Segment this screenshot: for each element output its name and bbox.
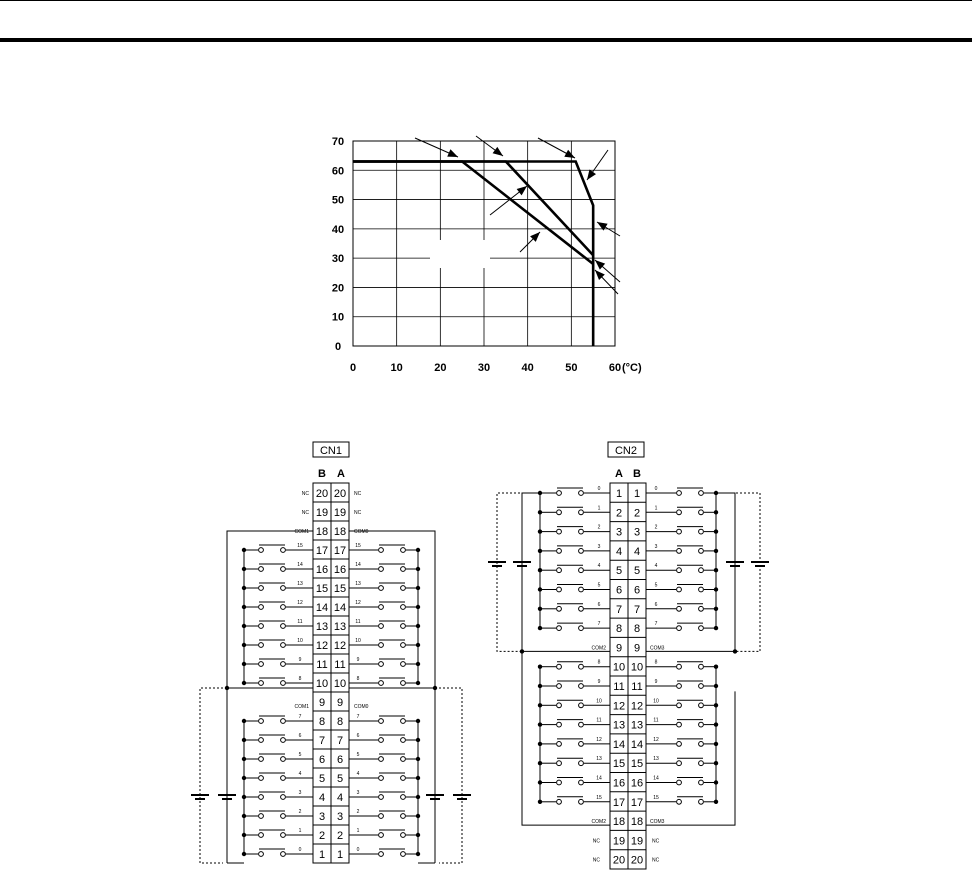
cn2-left-switch-contact-b [579, 606, 584, 611]
x-tick-label: 0 [349, 362, 357, 374]
cn2-pin-a: 6 [615, 584, 623, 597]
cn2-left-signal: 15 [596, 794, 602, 801]
cn2-right-signal: 6 [654, 601, 658, 608]
cn2-label: CN2 [614, 445, 638, 457]
cn1-pin-b: 16 [315, 564, 329, 576]
cn2-left-switch-contact-a [557, 510, 562, 515]
cn2-left-switch-contact-b [579, 549, 584, 554]
cn2-pin-a: 1 [615, 488, 623, 500]
cn2-pin-b: 4 [633, 545, 641, 558]
cn2-right-signal: 14 [653, 775, 659, 782]
cn2-pin-b: 15 [630, 758, 644, 771]
cn1-pin-a: 18 [333, 526, 347, 538]
cn2-pin-a: 12 [612, 700, 626, 713]
cn1-left-signal: 2 [298, 809, 302, 815]
cn2-left-switch-contact-b [579, 722, 584, 727]
cn1-pin-b: 19 [315, 507, 329, 519]
cn2-left-signal: 6 [597, 601, 601, 608]
cn2-left-signal: COM2 [591, 645, 606, 652]
cn2-left-switch-contact-b [579, 684, 584, 689]
cn1-pin-b: 13 [315, 621, 329, 633]
cn2-right-switch-contact-a [677, 799, 682, 804]
cn2-pin-b: 8 [633, 623, 641, 636]
cn2-left-switch-contact-a [557, 491, 562, 496]
cn2-right-switch-contact-a [677, 587, 682, 592]
cn1-pin-a: 2 [336, 830, 344, 842]
cn1-right-signal: COM0 [354, 529, 369, 535]
cn1-pin-a: 7 [336, 735, 344, 747]
cn2-right-signal: COM3 [650, 819, 665, 826]
cn2-left-signal: 4 [597, 563, 601, 570]
cn1-pin-b: 12 [315, 640, 329, 652]
cn2-right-switch-contact-b [699, 549, 704, 554]
cn2-right-switch-contact-b [699, 568, 704, 573]
cn2-right-switch-contact-b [699, 722, 704, 727]
cn2-right-signal: 11 [653, 717, 659, 724]
cn2-pin-a: 2 [615, 507, 623, 520]
cn1-pin-a: 3 [336, 811, 344, 823]
y-tick-label: 40 [331, 223, 345, 236]
cn1-left-signal: 8 [298, 676, 302, 682]
cn1-pin-a: 1 [336, 849, 344, 861]
cn2-left-switch-contact-b [579, 703, 584, 708]
cn1-pin-a: 20 [333, 488, 347, 500]
cn1-pin-b: 7 [318, 735, 326, 747]
cn1-left-signal: 10 [297, 638, 303, 644]
cn1-pin-a: 11 [334, 659, 346, 671]
cn2-left-signal: NC [592, 838, 600, 845]
cn2-right-switch-contact-a [677, 761, 682, 766]
cn2-pin-b: 9 [633, 642, 641, 655]
cn1-left-signal: 3 [298, 790, 302, 796]
cn2-right-switch-contact-b [699, 587, 704, 592]
cn1-pin-b: 1 [318, 849, 326, 861]
cn2-left-switch-contact-b [579, 780, 584, 785]
cn1-right-signal: 4 [356, 771, 360, 777]
cn2-right-signal: 15 [653, 794, 659, 801]
cn2-col-b: B [633, 468, 641, 480]
cn2-pin-a: 9 [615, 642, 623, 655]
cn1-right-signal: 10 [355, 638, 361, 644]
cn2-pin-a: 7 [615, 603, 623, 616]
cn2-right-signal: 9 [654, 679, 658, 685]
cn2-pin-a: 19 [612, 835, 626, 848]
cn2-right-signal: 1 [654, 505, 658, 512]
cn2-dashed-loop [716, 493, 760, 651]
cn2-left-switch-contact-a [557, 568, 562, 573]
cn2-right-switch-contact-a [677, 510, 682, 515]
cn2-left-signal: 2 [597, 524, 601, 531]
x-tick-label: 40 [521, 362, 534, 374]
cn1-left-signal: 0 [298, 847, 302, 853]
cn1-left-signal: 9 [298, 657, 302, 663]
cn2-left-switch-contact-a [557, 742, 562, 747]
cn2-right-signal: COM3 [650, 645, 665, 652]
cn1-right-signal: 15 [355, 543, 361, 549]
cn1-left-signal: NC [301, 491, 309, 497]
cn1-left-signal: 15 [297, 543, 303, 549]
cn2-col-a: A [615, 468, 623, 480]
cn2-left-switch-contact-b [579, 626, 584, 631]
cn2-right-switch-contact-b [699, 626, 704, 631]
cn1-right-signal: 6 [356, 733, 360, 739]
cn2-right-switch-contact-b [699, 491, 704, 496]
y-tick-label: 0 [334, 341, 342, 353]
cn2-pin-b: 5 [633, 565, 641, 578]
x-tick-label: 50 [565, 362, 578, 374]
cn2-right-signal: 13 [653, 756, 659, 763]
cn2-left-switch-contact-b [579, 799, 584, 804]
cn1-right-signal: 5 [356, 752, 360, 758]
cn2-right-signal: 5 [654, 582, 658, 589]
cn2-left-switch-contact-b [579, 510, 584, 515]
cn1-right-signal: 11 [355, 619, 361, 625]
cn2-right-switch-contact-a [677, 606, 682, 611]
cn1-pin-b: 6 [318, 754, 326, 766]
cn2-right-signal: 12 [653, 736, 659, 743]
cn2-right-switch-contact-a [677, 549, 682, 554]
cn2-left-signal: 1 [597, 505, 601, 512]
cn1-pin-a: 5 [336, 773, 344, 785]
cn1-right-signal: 9 [356, 657, 360, 663]
cn2-left-signal: 12 [596, 736, 602, 743]
cn2-pin-b: 6 [633, 584, 641, 597]
cn2-right-switch-contact-a [677, 626, 682, 631]
cn1-pin-b: 11 [316, 659, 328, 671]
x-tick-label: 60 [608, 362, 622, 374]
cn2-left-switch-contact-b [579, 568, 584, 573]
cn2-right-switch-contact-a [677, 703, 682, 708]
cn2-pin-a: 3 [615, 526, 623, 539]
cn1-right-signal: COM0 [354, 704, 369, 710]
cn1-left-signal: 6 [298, 733, 302, 739]
cn2-left-switch-contact-b [579, 587, 584, 592]
cn1-pin-a: 12 [333, 640, 347, 652]
cn2-pin-a: 8 [615, 623, 623, 636]
cn2-right-switch-contact-a [677, 684, 682, 689]
cn2-supply-wire [716, 493, 735, 651]
cn2-right-signal: 10 [653, 698, 659, 705]
x-tick-label: 30 [477, 362, 491, 374]
y-tick-label: 50 [331, 194, 345, 207]
cn1-right-signal: 8 [356, 676, 360, 682]
cn1-right-signal: 2 [356, 809, 360, 815]
cn2-pin-b: 17 [630, 796, 644, 809]
cn1-pin-b: 3 [318, 811, 326, 823]
cn2-right-switch-contact-a [677, 722, 682, 727]
y-tick-label: 70 [331, 136, 345, 148]
cn2-left-signal: 5 [597, 582, 601, 589]
cn2-left-switch-contact-a [557, 703, 562, 708]
cn1-right-signal: 14 [355, 562, 361, 568]
cn2-left-switch-contact-b [579, 742, 584, 747]
y-tick-label: 60 [331, 165, 345, 178]
cn1-right-signal: 7 [356, 714, 360, 720]
cn2-pin-b: 10 [630, 661, 644, 674]
cn2-left-switch-contact-b [579, 529, 584, 534]
x-tick-label: 20 [434, 362, 447, 374]
cn2-right-switch-contact-a [677, 491, 682, 496]
cn1-pin-a: 14 [333, 602, 347, 614]
cn1-pin-b: 4 [318, 792, 326, 804]
cn2-pin-a: 4 [615, 545, 623, 558]
cn2-left-switch-contact-b [579, 761, 584, 766]
cn2-left-signal: 3 [597, 543, 601, 550]
cn1-left-signal: 13 [297, 581, 303, 587]
cn2-pin-a: 5 [615, 565, 623, 578]
cn1-pin-b: 18 [315, 526, 329, 538]
cn2-right-signal: 2 [654, 524, 658, 531]
cn2-left-signal: 8 [597, 659, 601, 666]
cn1-pin-b: 8 [318, 716, 326, 728]
cn1-pin-a: 6 [336, 754, 344, 766]
cn2-left-switch-contact-b [579, 491, 584, 496]
cn1-col-a: A [337, 468, 345, 480]
cn1-left-signal: 4 [298, 771, 302, 777]
x-tick-label: 10 [390, 362, 403, 374]
cn2-left-signal: COM2 [591, 819, 606, 826]
cn2-pin-b: 20 [630, 854, 644, 867]
cn1-pin-b: 17 [315, 545, 329, 557]
y-tick-label: 20 [331, 282, 345, 295]
cn2-pin-b: 13 [630, 719, 644, 732]
cn2-pin-a: 15 [612, 758, 626, 771]
cn2-left-switch-contact-a [557, 626, 562, 631]
cn1-pin-a: 17 [333, 545, 347, 557]
cn1-pin-a: 15 [333, 583, 347, 595]
cn2-left-switch-contact-b [579, 664, 584, 669]
cn2-right-switch-contact-b [699, 606, 704, 611]
cn1-left-signal: 1 [298, 828, 302, 834]
cn1-left-signal: COM1 [294, 529, 309, 535]
cn2-left-switch-contact-a [557, 549, 562, 554]
cn2-left-signal: 0 [597, 486, 601, 492]
cn2-right-switch-contact-b [699, 684, 704, 689]
cn2-pin-a: 10 [612, 661, 626, 674]
cn2-left-signal: 7 [597, 621, 601, 628]
cn2-right-switch-contact-a [677, 780, 682, 785]
cn2-right-switch-contact-a [677, 529, 682, 534]
cn1-pin-a: 13 [333, 621, 347, 633]
cn1-pin-b: 9 [318, 697, 326, 709]
cn2-left-switch-contact-a [557, 529, 562, 534]
cn2-pin-b: 1 [633, 488, 641, 500]
cn2-right-switch-contact-b [699, 703, 704, 708]
cn2-right-switch-contact-a [677, 664, 682, 669]
cn2-pin-b: 3 [633, 526, 641, 539]
cn1-left-signal: 14 [297, 562, 303, 568]
cn2-pin-b: 19 [630, 835, 644, 848]
cn2-pin-a: 18 [612, 816, 626, 829]
cn2-left-signal: 13 [596, 756, 602, 763]
cn1-left-signal: 11 [297, 619, 303, 625]
cn1-pin-b: 5 [318, 773, 326, 785]
cn2-pin-a: 17 [612, 796, 626, 809]
cn2-left-signal: NC [592, 857, 600, 864]
cn1-right-signal: 0 [356, 847, 360, 853]
cn1-pin-a: 16 [333, 564, 347, 576]
cn2-right-switch-contact-a [677, 568, 682, 573]
cn1-left-signal: COM1 [294, 704, 309, 710]
cn2-right-signal: 0 [654, 486, 658, 492]
cn1-pin-b: 15 [315, 583, 329, 595]
cn2-left-switch-contact-a [557, 722, 562, 727]
cn2-pin-b: 2 [633, 507, 641, 520]
cn2-right-switch-contact-b [699, 780, 704, 785]
y-tick-label: 10 [331, 311, 345, 324]
cn2-pin-a: 14 [612, 738, 626, 751]
cn2-right-signal: 4 [654, 563, 658, 570]
cn1-right-signal: NC [354, 510, 362, 516]
cn2-right-signal: NC [652, 857, 660, 864]
cn2-pin-a: 11 [613, 681, 625, 693]
cn1-left-signal: 5 [298, 752, 302, 758]
cn2-left-switch-contact-a [557, 780, 562, 785]
cn1-pin-b: 14 [315, 602, 329, 614]
cn1-pin-b: 2 [318, 830, 326, 842]
cn2-right-switch-contact-b [699, 761, 704, 766]
cn2-pin-a: 16 [612, 777, 626, 790]
cn2-right-switch-contact-b [699, 742, 704, 747]
cn2-left-signal: 9 [597, 679, 601, 685]
cn2-left-switch-contact-a [557, 606, 562, 611]
cn1-col-b: B [318, 468, 326, 480]
cn2-left-switch-contact-a [557, 684, 562, 689]
cn1-left-signal: NC [301, 510, 309, 516]
cn2-pin-b: 16 [630, 777, 644, 790]
cn1-pin-b: 20 [315, 488, 329, 500]
cn2-right-switch-contact-b [699, 799, 704, 804]
cn2-left-signal: 14 [596, 775, 602, 782]
cn2-right-signal: 3 [654, 543, 658, 550]
cn1-pin-b: 10 [315, 678, 329, 690]
cn2-pin-b: 14 [630, 738, 644, 751]
x-unit-label: (°C) [622, 362, 642, 374]
cn2-right-switch-contact-b [699, 510, 704, 515]
cn1-right-signal: NC [354, 491, 362, 497]
cn2-right-switch-contact-a [677, 742, 682, 747]
cn1-right-signal: 3 [356, 790, 360, 796]
cn2-dashed-loop [497, 493, 540, 651]
cn2-right-switch-contact-b [699, 529, 704, 534]
cn1-left-signal: 12 [297, 600, 303, 606]
cn2-right-signal: 7 [654, 621, 658, 628]
cn1-right-signal: 12 [355, 600, 361, 606]
cn2-pin-b: 11 [631, 681, 643, 693]
cn1-left-signal: 7 [298, 714, 302, 720]
cn1-right-signal: 1 [356, 828, 360, 834]
cn2-pin-b: 18 [630, 816, 644, 829]
cn2-pin-a: 20 [612, 854, 626, 867]
cn2-pin-a: 13 [612, 719, 626, 732]
cn2-right-signal: NC [652, 838, 660, 845]
cn2-left-signal: 11 [596, 717, 602, 724]
cn2-left-switch-contact-a [557, 587, 562, 592]
cn2-pin-b: 12 [630, 700, 644, 713]
cn1-pin-a: 4 [336, 792, 344, 804]
cn1-pin-a: 8 [336, 716, 344, 728]
y-tick-label: 30 [331, 253, 345, 266]
cn2-left-switch-contact-a [557, 761, 562, 766]
cn2-left-switch-contact-a [557, 664, 562, 669]
cn2-left-switch-contact-a [557, 799, 562, 804]
cn2-left-signal: 10 [596, 698, 602, 705]
cn1-pin-a: 10 [333, 678, 347, 690]
cn1-label: CN1 [319, 445, 343, 457]
cn1-pin-a: 9 [336, 697, 344, 709]
cn2-right-switch-contact-b [699, 664, 704, 669]
cn1-right-signal: 13 [355, 581, 361, 587]
cn2-pin-b: 7 [633, 603, 641, 616]
cn2-right-signal: 8 [654, 659, 658, 666]
cn1-pin-a: 19 [333, 507, 347, 519]
